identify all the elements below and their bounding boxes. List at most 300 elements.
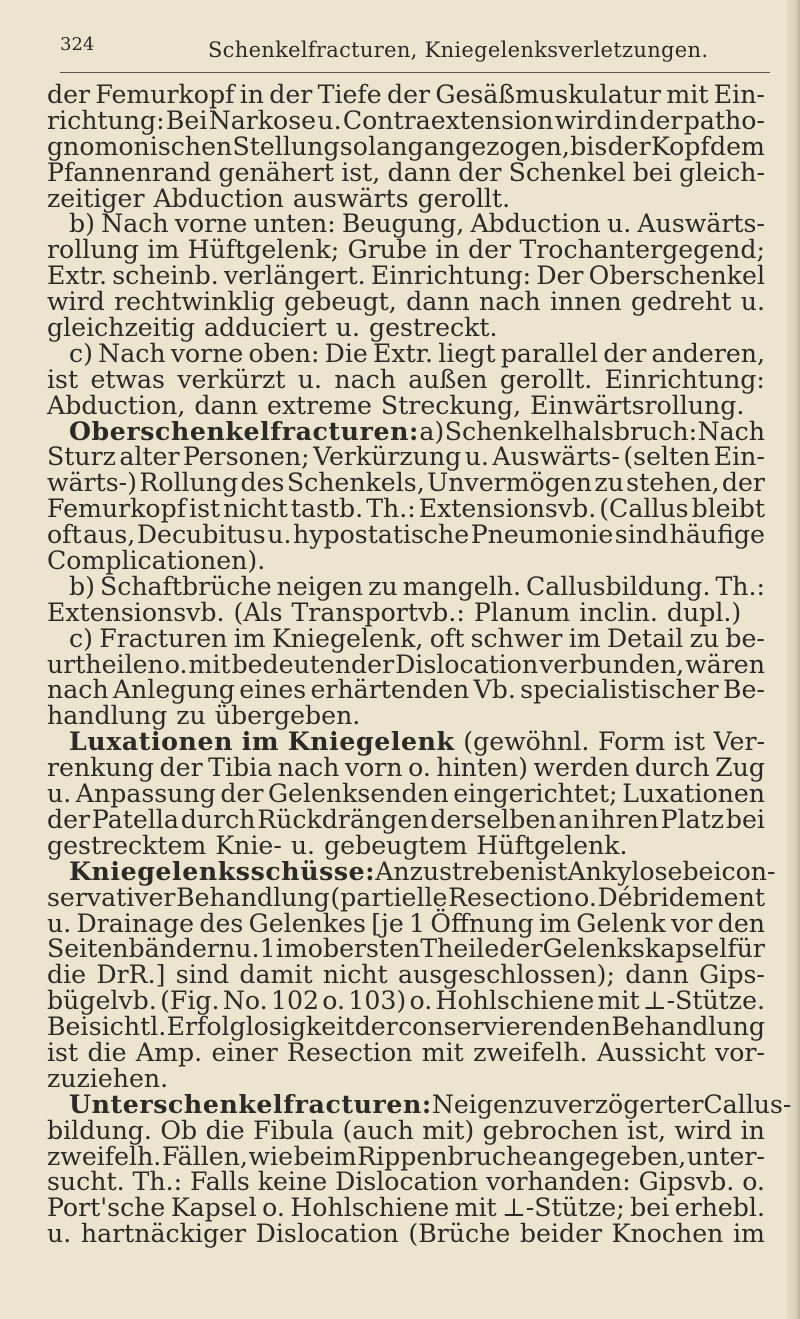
word: unten: bbox=[253, 209, 336, 239]
word: gleichzeitig bbox=[47, 313, 196, 343]
text-line bbox=[47, 105, 765, 135]
text-line bbox=[47, 571, 765, 601]
word: gestreckt. bbox=[368, 313, 498, 343]
word: Th.: bbox=[132, 1167, 183, 1197]
word: Abduction bbox=[470, 209, 601, 239]
word: (Brüche bbox=[408, 1219, 511, 1249]
word: Nach bbox=[697, 416, 765, 446]
word: (partielle bbox=[330, 882, 448, 912]
word: Dislocation bbox=[255, 1219, 399, 1249]
word: Schenkels, bbox=[286, 468, 425, 498]
word: Erfolglosigkeit bbox=[166, 1012, 355, 1042]
word: 103) bbox=[348, 986, 407, 1016]
word: des bbox=[199, 908, 244, 938]
word: der bbox=[607, 131, 651, 161]
word: ist, bbox=[341, 157, 381, 187]
word: mit bbox=[666, 80, 709, 109]
text-line bbox=[47, 988, 765, 1014]
word: ist bbox=[189, 494, 221, 524]
word: ist bbox=[673, 727, 705, 757]
page-number: 324 bbox=[60, 34, 95, 55]
word: Nach bbox=[101, 209, 169, 239]
word: Grube bbox=[347, 235, 427, 265]
word: dann bbox=[194, 390, 258, 420]
word: Patella bbox=[91, 804, 179, 834]
text-line bbox=[47, 1014, 765, 1040]
word: zweifelh. bbox=[47, 1141, 162, 1171]
word: Beugung, bbox=[341, 209, 465, 239]
text-line bbox=[47, 677, 765, 703]
text-line bbox=[47, 390, 765, 420]
text-line bbox=[47, 183, 765, 213]
word: b) bbox=[69, 209, 95, 239]
word: tastb. bbox=[290, 494, 364, 524]
word: im bbox=[147, 235, 180, 265]
word: ausgeschlossen); bbox=[397, 960, 615, 990]
word: scheinb. bbox=[112, 261, 219, 291]
word: Form bbox=[598, 727, 666, 757]
word: Personen; bbox=[182, 442, 310, 472]
word: Contraextension bbox=[342, 105, 554, 135]
word: bis bbox=[570, 131, 608, 161]
word: Schenkelhalsbruch: bbox=[444, 416, 698, 446]
word: o. bbox=[408, 753, 431, 783]
word: ist bbox=[47, 1037, 79, 1067]
word: gebeugtem bbox=[324, 830, 468, 860]
word: bei bbox=[630, 1193, 670, 1223]
word: hypostatische bbox=[293, 520, 470, 550]
word: Abduction, bbox=[47, 390, 186, 420]
word: Pneumonie bbox=[470, 520, 614, 550]
word: servativer bbox=[47, 882, 176, 912]
header-rule bbox=[60, 72, 770, 73]
word: im bbox=[732, 1219, 765, 1249]
word: u. bbox=[47, 779, 72, 809]
word: Extr. bbox=[47, 261, 107, 291]
word: im bbox=[233, 623, 266, 653]
word: Schaftbrüche bbox=[99, 571, 272, 601]
word: den bbox=[717, 908, 765, 938]
word: (selten bbox=[623, 442, 711, 472]
word: wird bbox=[47, 287, 105, 317]
word: wären bbox=[685, 649, 765, 679]
word: Oberschenkelfracturen: bbox=[69, 415, 419, 446]
word: der bbox=[468, 235, 512, 265]
word: ⊥-Stütze; bbox=[502, 1193, 625, 1223]
word: Auswärts- bbox=[492, 442, 620, 472]
word: Gips- bbox=[699, 960, 765, 990]
word: vorne bbox=[170, 338, 244, 368]
word: vor- bbox=[714, 1037, 765, 1067]
word: zweifelh. bbox=[473, 1037, 588, 1067]
text-line bbox=[47, 131, 765, 161]
word: der bbox=[721, 468, 765, 498]
text-line bbox=[47, 830, 765, 860]
word: Hohlschiene bbox=[435, 986, 595, 1016]
word: handlung bbox=[47, 701, 168, 731]
word: nach bbox=[277, 753, 340, 783]
word: Resection bbox=[287, 1037, 413, 1067]
word: ist bbox=[536, 856, 568, 886]
word: Fibula bbox=[253, 1115, 335, 1145]
word: Auswärts- bbox=[637, 209, 765, 239]
word: mit bbox=[421, 1037, 464, 1067]
word: angezogen, bbox=[423, 131, 570, 161]
word: der bbox=[269, 80, 313, 109]
text-line bbox=[47, 1195, 765, 1221]
word: bedeutender bbox=[231, 649, 395, 679]
word: Zug bbox=[715, 753, 765, 783]
word: ihren bbox=[591, 804, 659, 834]
word: dann bbox=[406, 287, 470, 317]
word: die bbox=[87, 1037, 127, 1067]
word: Anzustreben bbox=[375, 856, 537, 886]
text-line bbox=[47, 1221, 765, 1247]
word: DrR.] bbox=[96, 960, 166, 990]
word: zeitiger bbox=[47, 183, 145, 213]
word: u. bbox=[464, 442, 489, 472]
word: Kniegelenk, bbox=[271, 623, 424, 653]
word: u. bbox=[606, 209, 632, 239]
word: nach bbox=[479, 287, 541, 317]
word: Behandlung bbox=[176, 882, 330, 912]
word: des bbox=[240, 468, 285, 498]
word: adduciert bbox=[204, 313, 327, 343]
word: nicht bbox=[223, 494, 288, 524]
word: (auch bbox=[342, 1115, 414, 1145]
word: o. bbox=[409, 986, 433, 1016]
text-line bbox=[47, 157, 765, 187]
word: Anlegung bbox=[112, 675, 235, 705]
word: mit bbox=[454, 1193, 497, 1223]
word: zu bbox=[689, 623, 720, 653]
word: nach bbox=[334, 364, 396, 394]
word: Hüftgelenk; bbox=[187, 235, 340, 265]
word: Knie- bbox=[215, 830, 282, 860]
word: wärts-) bbox=[47, 468, 138, 498]
word: Vb. bbox=[473, 675, 516, 705]
word: vorhanden: bbox=[486, 1167, 631, 1197]
word: der bbox=[47, 804, 91, 834]
word: außen bbox=[408, 364, 488, 394]
word: Ankylose bbox=[567, 856, 683, 886]
word: 102 bbox=[270, 986, 319, 1016]
body-text bbox=[47, 80, 792, 1249]
text-line bbox=[47, 237, 765, 263]
text-line bbox=[47, 855, 776, 886]
word: im bbox=[275, 934, 308, 964]
text-line bbox=[47, 444, 765, 470]
word: Complicationen). bbox=[47, 546, 266, 576]
word: u. bbox=[317, 105, 342, 135]
word: Der bbox=[536, 261, 584, 291]
word: anderen, bbox=[651, 338, 765, 368]
text-line bbox=[47, 470, 765, 496]
word: Gelenkes bbox=[248, 908, 366, 938]
word: stehen, bbox=[626, 468, 720, 498]
word: werden bbox=[533, 753, 630, 783]
text-line bbox=[47, 289, 765, 315]
word: Femurkopf bbox=[95, 80, 235, 109]
word: Rückdrängen bbox=[257, 804, 429, 834]
word: Tiefe bbox=[317, 80, 382, 109]
text-line bbox=[47, 338, 765, 368]
word: an bbox=[558, 804, 590, 834]
text-line bbox=[47, 522, 765, 548]
word: Schenkel bbox=[508, 157, 626, 187]
word: eingerichtet; bbox=[453, 779, 618, 809]
word: gerollt. bbox=[417, 183, 511, 213]
word: übergeben. bbox=[214, 701, 361, 731]
word: Pfannenrand bbox=[47, 157, 212, 187]
word: o. bbox=[164, 649, 188, 679]
word: Rippenbruche bbox=[357, 1141, 538, 1171]
word: c) bbox=[69, 623, 93, 653]
word: Gelenksenden bbox=[267, 779, 449, 809]
word: renkung bbox=[47, 753, 154, 783]
text-line bbox=[47, 315, 765, 341]
word: obersten bbox=[307, 934, 421, 964]
word: der bbox=[47, 80, 91, 109]
word: beider bbox=[519, 1219, 603, 1249]
word: Decubitus bbox=[136, 520, 266, 550]
word: Narkose bbox=[208, 105, 317, 135]
word: auswärts bbox=[292, 183, 409, 213]
word: wird bbox=[554, 105, 613, 135]
word: Extensionsvb. bbox=[47, 597, 225, 627]
word: gnomonischen bbox=[47, 131, 233, 161]
word: unter- bbox=[686, 1141, 765, 1171]
word: eines bbox=[239, 675, 307, 705]
word: u. bbox=[47, 1219, 72, 1249]
word: patho- bbox=[683, 105, 765, 135]
text-line bbox=[47, 1141, 765, 1171]
word: Ein- bbox=[713, 80, 765, 109]
word: gedreht bbox=[630, 287, 732, 317]
word: Aussicht bbox=[596, 1037, 706, 1067]
word: dann bbox=[387, 157, 452, 187]
word: u. bbox=[235, 934, 260, 964]
word: zuziehen. bbox=[47, 1063, 169, 1093]
word: schwer bbox=[470, 623, 563, 653]
word: der bbox=[499, 934, 543, 964]
word: Die bbox=[324, 338, 368, 368]
word: Einrichtung: bbox=[604, 364, 765, 394]
word: urtheilen bbox=[47, 649, 164, 679]
word: u. bbox=[335, 313, 360, 343]
word: Gelenk bbox=[576, 908, 666, 938]
word: hartnäckiger bbox=[80, 1219, 247, 1249]
word: Luxationen bbox=[69, 726, 234, 757]
word: der bbox=[639, 105, 683, 135]
word: mangelh. bbox=[402, 571, 521, 601]
word: (Fig. bbox=[160, 986, 220, 1016]
word: im bbox=[241, 726, 280, 757]
word: nach bbox=[47, 675, 109, 705]
word: Kapsel bbox=[170, 1193, 257, 1223]
word: lang bbox=[368, 131, 424, 161]
word: derselben bbox=[430, 804, 557, 834]
word: vor bbox=[670, 908, 713, 938]
word: bei bbox=[632, 157, 672, 187]
word: nicht bbox=[322, 960, 388, 990]
word: oben: bbox=[248, 338, 320, 368]
text-line bbox=[47, 726, 765, 757]
word: innen bbox=[549, 287, 622, 317]
word: sind bbox=[614, 520, 669, 550]
word: Gesäßmuskulatur bbox=[435, 80, 662, 109]
word: 1 bbox=[409, 908, 426, 938]
word: im bbox=[568, 623, 601, 653]
word: in bbox=[239, 80, 264, 109]
word: der bbox=[603, 338, 647, 368]
word: mit) bbox=[422, 1115, 475, 1145]
word: Femurkopf bbox=[47, 494, 187, 524]
word: Rollung bbox=[139, 468, 239, 498]
word: in bbox=[435, 235, 460, 265]
word: bügelvb. bbox=[47, 986, 157, 1016]
word: Neigen bbox=[431, 1089, 525, 1119]
word: Nach bbox=[98, 338, 166, 368]
word: so bbox=[339, 131, 368, 161]
word: Be- bbox=[722, 675, 765, 705]
word: Dislocation bbox=[395, 649, 539, 679]
word: die bbox=[47, 960, 87, 990]
word: häufige bbox=[669, 520, 765, 550]
text-line bbox=[47, 755, 765, 781]
word: bildung. bbox=[47, 1115, 152, 1145]
word: für bbox=[727, 934, 765, 964]
text-line bbox=[47, 548, 765, 574]
word: Luxationen bbox=[622, 779, 765, 809]
word: Seitenbändern bbox=[47, 934, 236, 964]
word: genähert bbox=[218, 157, 335, 187]
text-line bbox=[47, 496, 765, 522]
word: Débridement bbox=[597, 882, 765, 912]
word: beim bbox=[293, 1141, 357, 1171]
word: ⊥-Stütze. bbox=[642, 986, 765, 1016]
word: der bbox=[159, 753, 203, 783]
word: hinten) bbox=[436, 753, 528, 783]
word: u. bbox=[47, 908, 72, 938]
word: Abduction bbox=[153, 183, 284, 213]
page-edge bbox=[786, 0, 800, 1319]
text-line bbox=[47, 804, 765, 834]
word: damit bbox=[239, 960, 313, 990]
word: rechtwinklig bbox=[114, 287, 275, 317]
page-header bbox=[60, 30, 770, 70]
word: Callus- bbox=[703, 1089, 792, 1119]
word: wie bbox=[248, 1141, 294, 1171]
word: be- bbox=[725, 623, 765, 653]
word: vorne bbox=[174, 209, 248, 239]
word: Einwärtsrollung. bbox=[530, 390, 745, 420]
word: ist bbox=[47, 364, 79, 394]
word: Transportvb.: bbox=[291, 597, 465, 627]
word: gerollt. bbox=[499, 364, 593, 394]
word: Einrichtung: bbox=[370, 261, 532, 291]
text-line bbox=[47, 908, 765, 938]
word: dann bbox=[625, 960, 689, 990]
word: Unvermögen bbox=[427, 468, 592, 498]
word: Tibia bbox=[208, 753, 273, 783]
word: u. bbox=[740, 287, 765, 317]
word: zu bbox=[524, 1089, 554, 1119]
word: verkürzt bbox=[177, 364, 286, 394]
word: Fällen, bbox=[161, 1141, 248, 1171]
word: Hohlschiene bbox=[290, 1193, 450, 1223]
text-line bbox=[47, 1088, 792, 1119]
word: a) bbox=[419, 416, 445, 446]
word: verbunden, bbox=[539, 649, 685, 679]
word: keine bbox=[257, 1167, 328, 1197]
word: in bbox=[613, 105, 639, 135]
word: Oberschenkel bbox=[588, 261, 765, 291]
word: Platz bbox=[660, 804, 725, 834]
word: extreme bbox=[266, 390, 372, 420]
word: No. bbox=[222, 986, 268, 1016]
word: Kniegelenk bbox=[287, 726, 455, 757]
text-line bbox=[47, 364, 765, 394]
text-line bbox=[47, 623, 765, 653]
word: o. bbox=[574, 882, 597, 912]
text-line bbox=[47, 1169, 765, 1195]
word: erhebl. bbox=[674, 1193, 765, 1223]
word: Dislocation bbox=[335, 1167, 479, 1197]
word: Streckung, bbox=[380, 390, 522, 420]
word: liegt bbox=[438, 338, 496, 368]
word: der bbox=[220, 779, 264, 809]
word: rollung bbox=[47, 235, 139, 265]
text-line bbox=[47, 82, 765, 108]
word: erhärtenden bbox=[310, 675, 470, 705]
text-line bbox=[47, 415, 765, 446]
word: vorn bbox=[344, 753, 403, 783]
word: gestrecktem bbox=[47, 830, 207, 860]
word: oft bbox=[47, 520, 82, 550]
word: dupl.) bbox=[666, 597, 742, 627]
word: Kopf bbox=[650, 131, 710, 161]
word: zu bbox=[594, 468, 624, 498]
text-line bbox=[47, 597, 765, 627]
word: b) bbox=[69, 571, 95, 601]
word: zu bbox=[176, 701, 206, 731]
word: zu bbox=[368, 571, 398, 601]
word: durch bbox=[634, 753, 710, 783]
word: Resection bbox=[448, 882, 574, 912]
word: Anpassung bbox=[75, 779, 216, 809]
word: Detail bbox=[606, 623, 684, 653]
word: u. bbox=[290, 830, 316, 860]
text-line bbox=[47, 1063, 765, 1093]
word: dem bbox=[709, 131, 765, 161]
word: aus, bbox=[83, 520, 136, 550]
word: etwas bbox=[90, 364, 165, 394]
word: Extensionsvb. bbox=[418, 494, 597, 524]
word: Öffnung bbox=[430, 908, 534, 938]
word: Th.: bbox=[715, 571, 765, 601]
word: Ob bbox=[160, 1115, 198, 1145]
word: Kniegelenksschüsse: bbox=[69, 855, 376, 886]
text-line bbox=[47, 962, 765, 988]
word: o. bbox=[262, 1193, 285, 1223]
word: angegeben, bbox=[537, 1141, 687, 1171]
word: Falls bbox=[190, 1167, 250, 1197]
word: Drainage bbox=[76, 908, 195, 938]
running-title: Schenkelfracturen, Kniegelenksverletzungen. bbox=[208, 38, 709, 62]
word: (gewöhnl. bbox=[463, 727, 590, 757]
word: der bbox=[386, 80, 431, 109]
